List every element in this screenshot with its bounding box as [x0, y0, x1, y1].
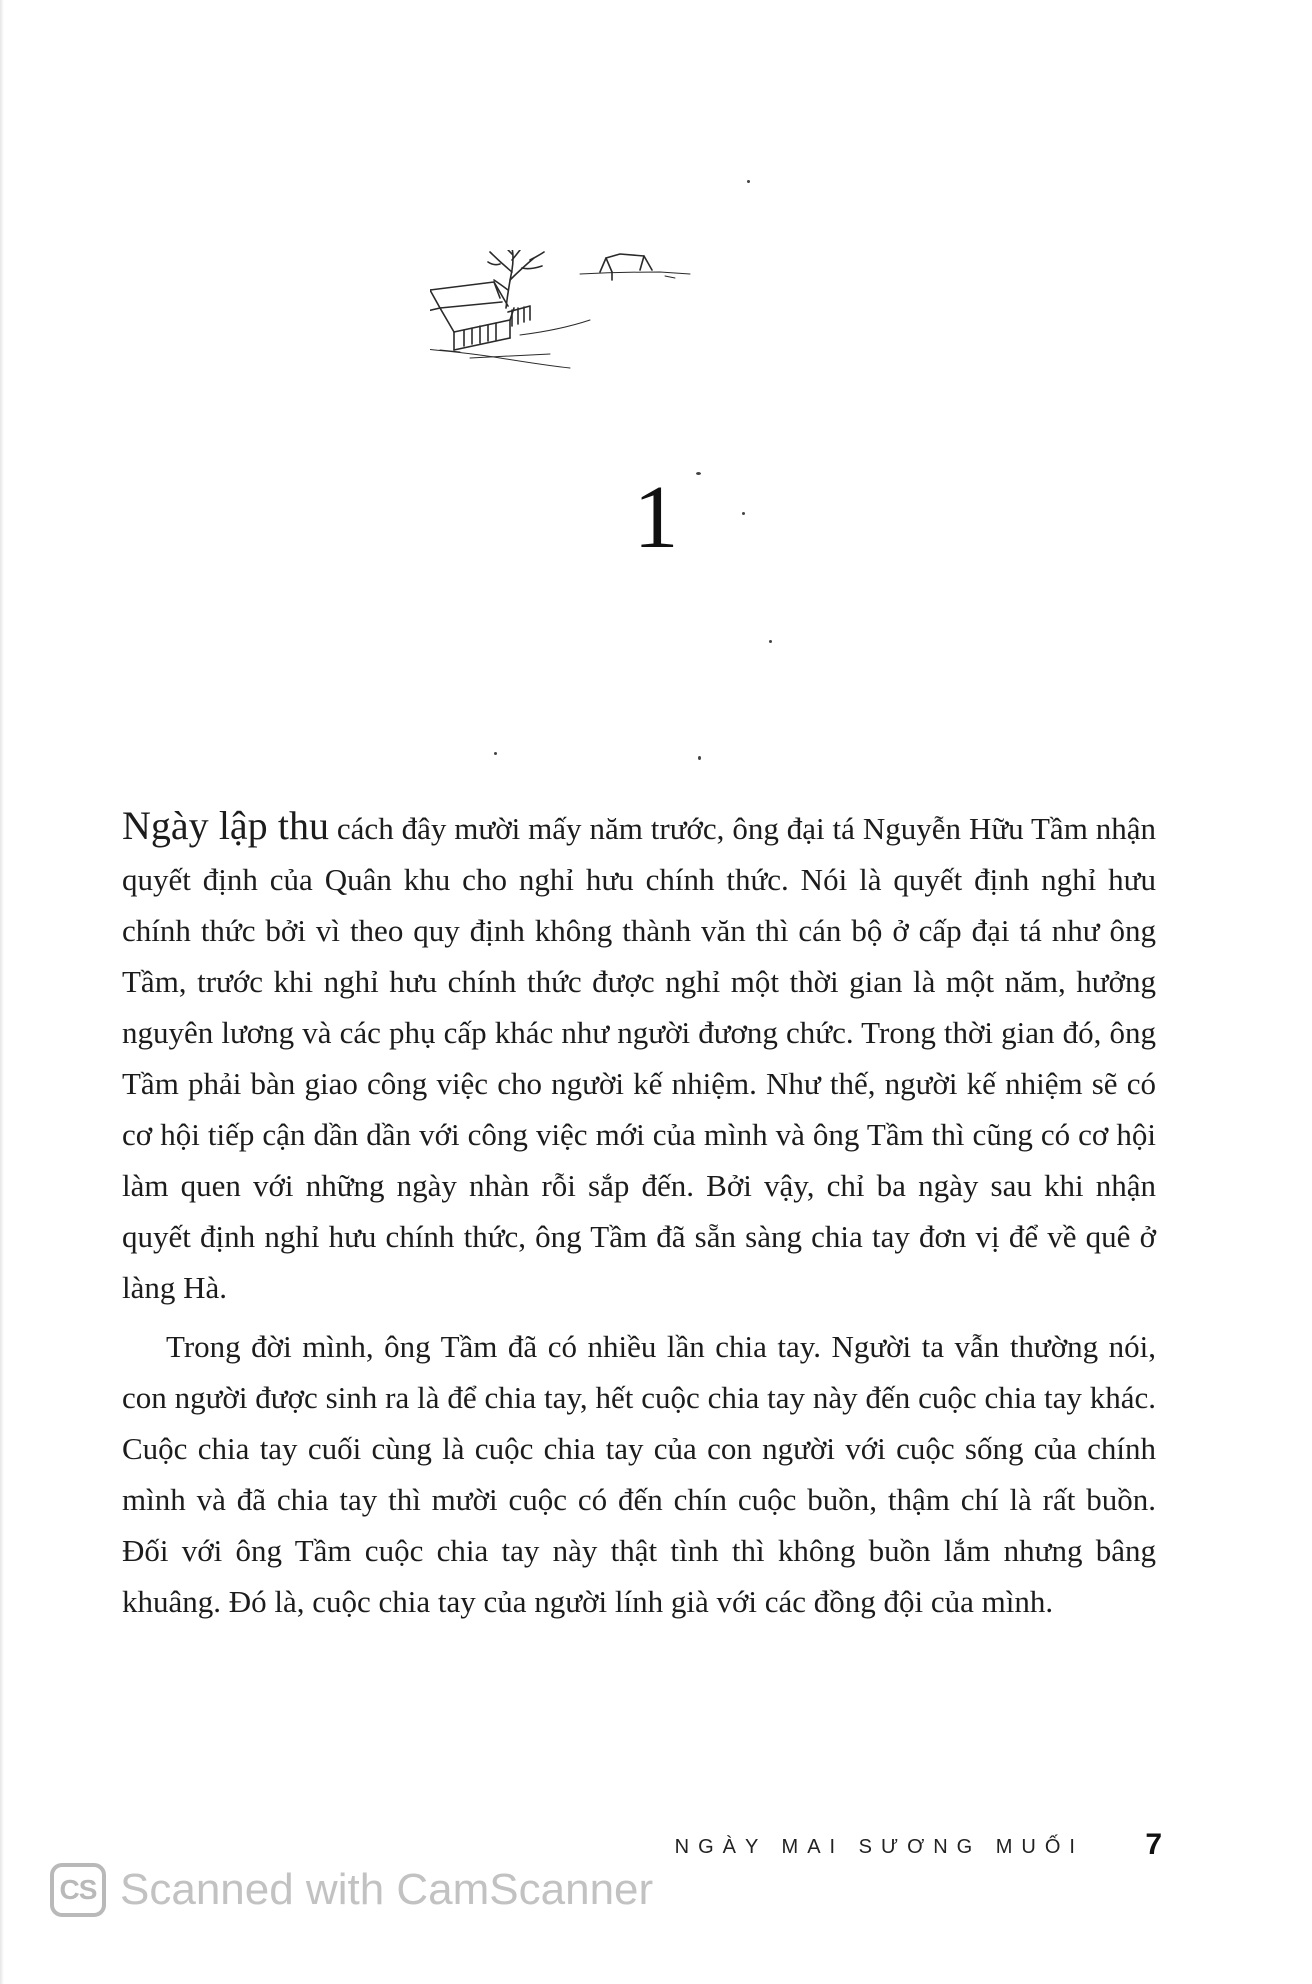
watermark-text: Scanned with CamScanner: [120, 1865, 654, 1914]
scan-speck: [747, 180, 750, 183]
camscanner-logo-icon: CS: [50, 1863, 106, 1917]
paragraph-1: [122, 800, 1156, 1313]
scan-speck: [494, 752, 497, 755]
paragraph-1-text: cách đây mười mấy năm trước, ông đại tá Nguyễn Hữu Tầm nhận quyết định của Quân khu cho nghỉ hưu chính thức. Nói là quyết định nghỉ hưu chính thức bởi vì theo quy định không thành văn thì cán bộ ở cấp đại tá như ông Tầm, trước khi nghỉ hưu chính thức được nghỉ một thời gian là một năm, hưởng nguyên lương và các phụ cấp khác như người đương chức. Trong thời gian đó, ông Tầm phải bàn giao công việc cho người kế nhiệm. Như thế, người kế nhiệm sẽ có cơ hội tiếp cận dần dần với công việc mới của mình và ông Tầm thì cũng có cơ hội làm quen với những ngày nhàn rỗi sắp đến. Bởi vậy, chỉ ba ngày sau khi nhận quyết định nghỉ hưu chính thức, ông Tầm đã sẵn sàng chia tay đơn vị để về quê ở làng Hà.: [122, 811, 1156, 1305]
page-edge-shadow: [0, 0, 4, 1984]
scan-speck: [769, 640, 772, 643]
chapter-number: 1: [633, 468, 679, 567]
scan-speck: [698, 756, 701, 760]
running-title: NGÀY MAI SƯƠNG MUỐI: [674, 1836, 1084, 1858]
page-number: 7: [1145, 1828, 1162, 1861]
scan-speck: [742, 512, 745, 515]
scan-speck: [696, 472, 701, 475]
paragraph-2: Trong đời mình, ông Tầm đã có nhiều lần chia tay. Người ta vẫn thường nói, con người được sinh ra là để chia tay, hết cuộc chia tay này đến cuộc chia tay khác. Cuộc chia tay cuối cùng là cuộc chia tay của con người với cuộc sống của chính mình và đã chia tay thì mười cuộc có đến chín cuộc buồn, thậm chí là rất buồn. Đối với ông Tầm cuộc chia tay này thật tình thì không buồn lắm nhưng bâng khuâng. Đó là, cuộc chia tay của người lính già với các đồng đội của mình.: [122, 1329, 1156, 1619]
chapter-body-text: [122, 800, 1156, 1627]
lead-words: Ngày lập thu: [122, 803, 329, 848]
house-and-tree-illustration: [430, 250, 870, 470]
camscanner-watermark: [50, 1860, 653, 1920]
